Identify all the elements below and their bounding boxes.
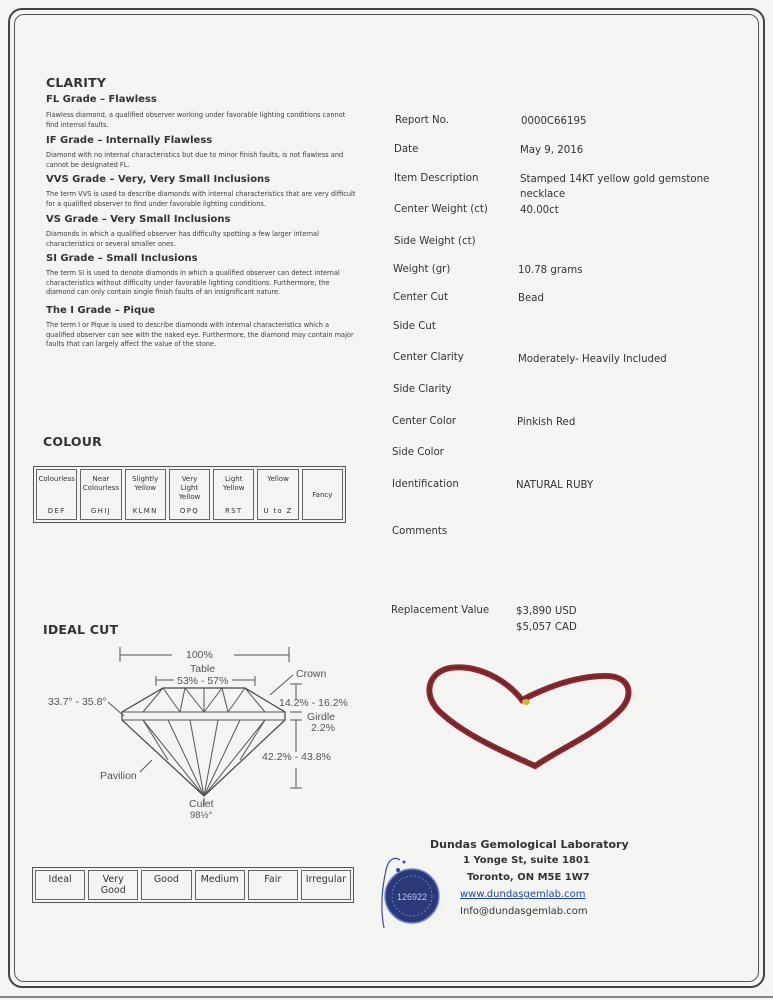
girdle-value-label: 2.2%: [311, 722, 335, 734]
cut-grade-cell: Good: [141, 870, 191, 900]
culet-angle-label: 98½°: [190, 810, 213, 821]
clarity-grade-desc: The term SI is used to denote diamonds in which a qualified observer can detect internal characteristics without difficulty under favorable lighting conditions. Furthermore, the diamond can only contain single finish faults of an insignificant nature.: [46, 269, 340, 297]
colour-scale-label: Colourless: [38, 475, 75, 483]
center-weight-value: 40.00ct: [520, 205, 559, 216]
center-clarity-label: Center Clarity: [393, 352, 464, 363]
weight-gr-label: Weight (gr): [393, 264, 451, 275]
clarity-grade-desc: Flawless diamond, a qualified observer working under favorable lighting conditions cannot find internal faults.: [46, 111, 346, 129]
side-clarity-label: Side Clarity: [393, 384, 452, 395]
date-value: May 9, 2016: [520, 145, 584, 156]
colour-scale-label: Very Light Yellow: [178, 475, 201, 501]
ruby-bead-strand: [429, 667, 628, 766]
clarity-grade-title: IF Grade – Internally Flawless: [46, 135, 213, 146]
center-cut-value: Bead: [518, 293, 544, 304]
colour-scale-range: GHIJ: [90, 507, 111, 515]
report-no-label: Report No.: [395, 115, 449, 126]
colour-scale-label: Slightly Yellow: [132, 475, 159, 492]
identification-label: Identification: [392, 479, 459, 490]
ideal-cut-heading: IDEAL CUT: [43, 622, 119, 637]
cut-grade-table: [32, 867, 354, 903]
replacement-cad-value: $5,057 CAD: [516, 622, 577, 633]
table-label: Table: [190, 663, 216, 675]
crown-label: Crown: [296, 668, 327, 680]
colour-scale-label: Yellow: [267, 475, 289, 483]
lab-address-line1: 1 Yonge St, suite 1801: [463, 855, 590, 866]
clarity-grade-title: FL Grade – Flawless: [46, 94, 157, 105]
pavilion-depth-label: 42.2% - 43.8%: [262, 751, 331, 763]
lab-email: Info@dundasgemlab.com: [460, 906, 588, 917]
hundred-percent-label: 100%: [186, 649, 213, 661]
clarity-grade-desc: The term VVS is used to describe diamonds with internal characteristics that are very difficult for a qualified observer to find under favorable lighting conditions.: [46, 190, 356, 208]
colour-scale-range: U to Z: [263, 507, 293, 515]
clarity-grade-title: VS Grade – Very Small Inclusions: [46, 214, 231, 225]
lab-address-line2: Toronto, ON M5E 1W7: [467, 872, 590, 883]
center-weight-label: Center Weight (ct): [394, 204, 488, 215]
side-weight-label: Side Weight (ct): [394, 236, 476, 247]
colour-scale-range: RST: [225, 507, 243, 515]
colour-scale-label: Fancy: [312, 490, 333, 499]
replacement-value-label: Replacement Value: [391, 605, 490, 616]
gold-clasp: [522, 699, 530, 705]
item-description-label: Item Description: [394, 173, 479, 184]
clarity-grade-desc: Diamonds in which a qualified observer has difficulty spotting a few larger internal characteristics or several smaller ones.: [46, 230, 319, 248]
pavilion-label: Pavilion: [100, 770, 137, 782]
center-color-value: Pinkish Red: [517, 417, 576, 428]
colour-scale-label: Light Yellow: [222, 475, 245, 492]
clarity-grade-desc: Diamond with no internal characteristics but due to minor finish faults, is not flawless and cannot be designated FL.: [46, 151, 344, 169]
comments-label: Comments: [392, 526, 448, 537]
culet-label: Culet: [189, 798, 214, 810]
lab-website-link[interactable]: www.dundasgemlab.com: [460, 889, 586, 900]
center-cut-label: Center Cut: [393, 292, 449, 303]
clarity-heading: CLARITY: [46, 75, 107, 90]
hologram-seal-sticker: [378, 848, 446, 936]
center-color-label: Center Color: [392, 416, 457, 427]
cut-grade-cell: Very Good: [88, 870, 138, 900]
table-range-label: 53% - 57%: [177, 675, 229, 687]
date-label: Date: [394, 144, 419, 155]
seal-number: 126922: [396, 892, 428, 902]
cut-grade-cell: Ideal: [35, 870, 85, 900]
colour-scale-range: KLMN: [132, 507, 158, 515]
crown-height-label: 14.2% - 16.2%: [279, 697, 348, 709]
clarity-grade-title: The I Grade – Pique: [46, 305, 156, 316]
girdle-label: Girdle: [307, 711, 336, 723]
necklace-photo: [410, 650, 640, 780]
cut-grade-cell: Medium: [195, 870, 245, 900]
colour-scale-range: DEF: [47, 507, 66, 515]
identification-value: NATURAL RUBY: [516, 480, 594, 491]
colour-scale-range: OPQ: [179, 507, 200, 515]
side-color-label: Side Color: [392, 447, 444, 458]
clarity-grade-title: VVS Grade – Very, Very Small Inclusions: [46, 174, 271, 185]
lab-name: Dundas Gemological Laboratory: [430, 838, 629, 851]
colour-scale-label: Near Colourless: [82, 475, 120, 492]
crown-angle-label: 33.7° - 35.8°: [48, 696, 107, 708]
report-no-value: 0000C66195: [521, 116, 587, 127]
center-clarity-value: Moderately- Heavily Included: [518, 354, 667, 365]
cut-grade-cell: Fair: [248, 870, 298, 900]
clarity-grade-title: SI Grade – Small Inclusions: [46, 253, 198, 264]
side-cut-label: Side Cut: [393, 321, 436, 332]
weight-gr-value: 10.78 grams: [518, 265, 583, 276]
item-description-value: Stamped 14KT yellow gold gemstone necklace: [520, 174, 710, 200]
cut-grade-cell: Irregular: [301, 870, 351, 900]
clarity-grade-desc: The term I or Pique is used to describe diamonds with internal characteristics which a qualified observer can see with the naked eye. Furthermore, the diamond may contain major faults that can largely affect the value of the stone.: [46, 321, 354, 349]
colour-heading: COLOUR: [43, 434, 102, 449]
replacement-usd-value: $3,890 USD: [516, 606, 577, 617]
